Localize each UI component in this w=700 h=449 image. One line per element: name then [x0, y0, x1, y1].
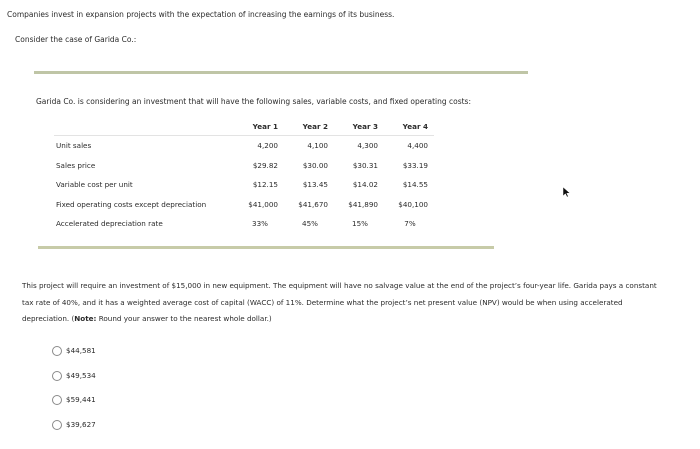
- row-label: Sales price: [56, 160, 96, 170]
- intro-text: Companies invest in expansion projects with the expectation of increasing the earnings of its business.: [7, 10, 395, 19]
- question-text-part2: Round your answer to the nearest whole dollar.): [96, 314, 272, 323]
- cell: $40,100: [398, 199, 428, 209]
- answer-option-label: $59,441: [66, 395, 96, 404]
- cell: 15%: [352, 219, 368, 228]
- cell: 4,100: [307, 141, 328, 150]
- divider-top: [34, 71, 528, 74]
- row-label: Variable cost per unit: [56, 180, 133, 189]
- cell: 33%: [252, 219, 268, 228]
- answer-option-label: $39,627: [66, 419, 96, 429]
- header-year-2: Year 2: [302, 122, 328, 131]
- divider-bottom: [38, 246, 494, 249]
- radio-button-icon[interactable]: [52, 395, 62, 405]
- cell: $30.00: [302, 160, 328, 170]
- cell: $30.31: [352, 160, 378, 170]
- note-label: Note:: [74, 314, 97, 323]
- cell: $13.45: [302, 180, 328, 189]
- radio-button-icon[interactable]: [52, 371, 62, 381]
- cell: 4,400: [407, 141, 428, 150]
- question-text: [22, 278, 662, 328]
- cell: $14.02: [352, 180, 378, 189]
- cell: $29.82: [252, 160, 278, 170]
- answer-option-label: $44,581: [66, 346, 96, 355]
- cell: $41,670: [298, 199, 328, 209]
- row-label: Fixed operating costs except depreciation: [56, 199, 207, 209]
- mouse-pointer-icon: [562, 182, 572, 192]
- question-text-part1: This project will require an investment of $15,000 in new equipment. The equipment will have no salvage value at the end of the project’s four-year life. Garida pays a constant tax rate of 40%, and it has a weighted average cost of capital (WACC) of 11%. Determine what the project’s net present value (NPV) would be when using accelerated depreciation. (: [22, 281, 657, 323]
- cell: $33.19: [402, 160, 428, 170]
- row-label: Accelerated depreciation rate: [56, 219, 163, 228]
- cell: 4,300: [357, 141, 378, 150]
- scenario-text: Garida Co. is considering an investment that will have the following sales, variable costs, and fixed operating costs:: [36, 97, 471, 106]
- header-year-3: Year 3: [352, 122, 378, 131]
- cell: $12.15: [252, 180, 278, 189]
- header-year-1: Year 1: [252, 122, 278, 131]
- cell: 45%: [302, 219, 318, 228]
- radio-button-icon[interactable]: [52, 420, 62, 430]
- header-year-4: Year 4: [402, 122, 428, 131]
- cell: $14.55: [402, 180, 428, 189]
- cell: $41,000: [248, 199, 278, 209]
- row-label: Unit sales: [56, 141, 92, 150]
- company-heading: Consider the case of Garida Co.:: [15, 35, 137, 44]
- answer-option-label: $49,534: [66, 370, 96, 380]
- radio-button-icon[interactable]: [52, 346, 62, 356]
- header-underline: [54, 135, 434, 136]
- cell: 4,200: [257, 141, 278, 150]
- cell: 7%: [404, 219, 416, 228]
- cell: $41,890: [348, 199, 378, 209]
